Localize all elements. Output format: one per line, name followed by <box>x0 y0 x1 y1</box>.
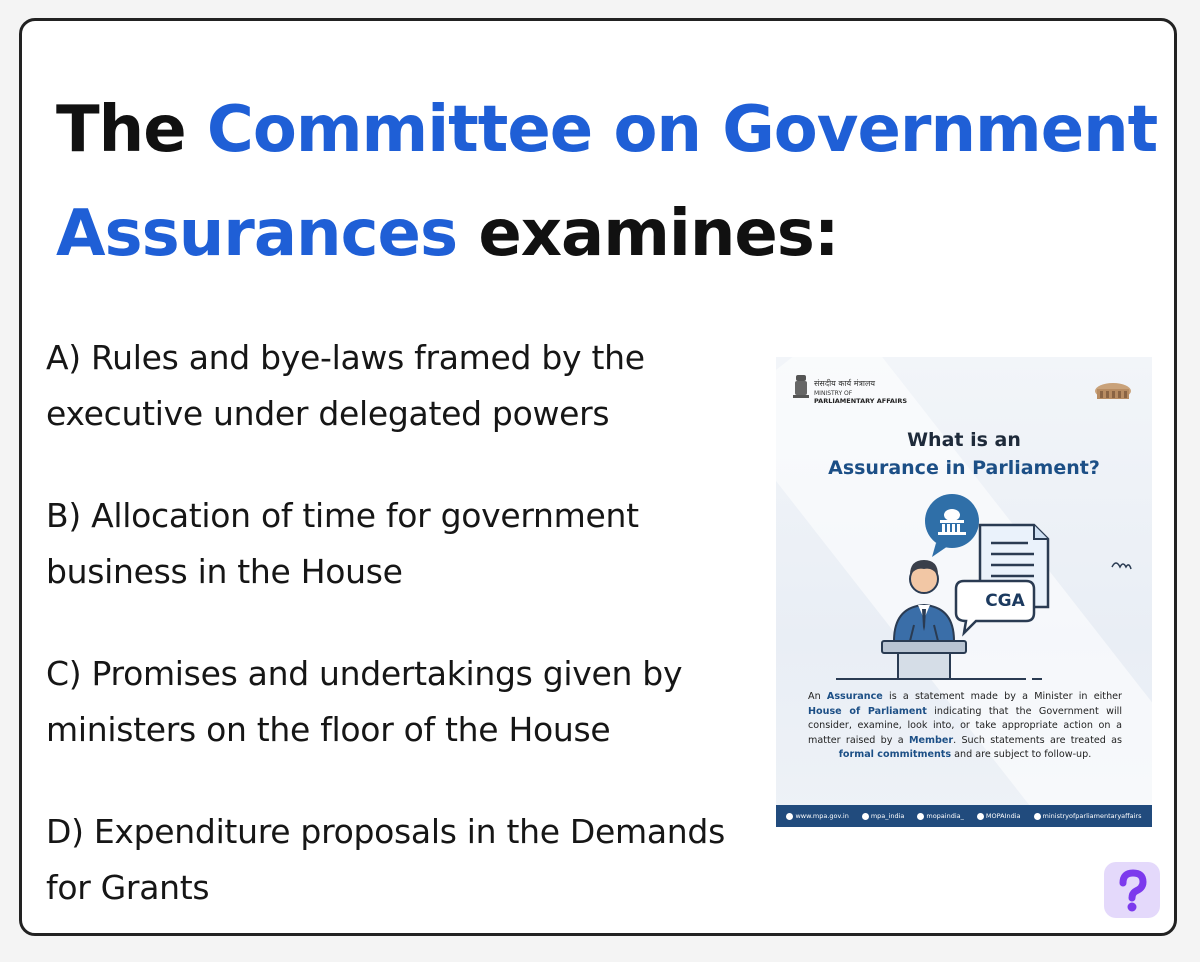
options-list <box>46 330 766 962</box>
instagram-icon <box>917 813 924 820</box>
poster-description: An Assurance is a statement made by a Minister in either House of Parliament indicating that the Government will consider, examine, look into, or take appropriate action on a matter raised by a Member. Such statements are treated as formal commitments and are subject to follow-up. <box>808 691 1123 761</box>
footer-website: www.mpa.gov.in <box>786 812 848 820</box>
option-b[interactable]: B) Allocation of time for government business in the House <box>46 496 639 591</box>
footer-x: mpa_india <box>862 812 905 820</box>
poster-heading-line1: What is an <box>907 429 1021 451</box>
title-suffix: examines: <box>457 197 839 271</box>
facebook-icon <box>977 813 984 820</box>
poster-heading-line2: Assurance in Parliament? <box>828 457 1100 479</box>
x-logo-icon <box>862 813 869 820</box>
footer-youtube: ministryofparliamentaryaffairs <box>1034 812 1142 820</box>
ministry-line1: MINISTRY OF <box>814 390 853 397</box>
hand-doodle-icon <box>1112 563 1131 569</box>
question-title <box>56 78 1166 286</box>
ministry-line2: PARLIAMENTARY AFFAIRS <box>814 397 908 405</box>
globe-icon <box>786 813 793 820</box>
option-d[interactable]: D) Expenditure proposals in the Demands for Grants <box>46 812 725 907</box>
question-mark-icon <box>1104 862 1160 918</box>
assurance-poster-image <box>776 357 1152 827</box>
youtube-icon <box>1034 813 1041 820</box>
parliament-speech-bubble-icon <box>925 494 979 557</box>
title-prefix: The <box>56 93 207 167</box>
footer-instagram: mopaindia_ <box>917 812 964 820</box>
option-a[interactable]: A) Rules and bye-laws framed by the executive under delegated powers <box>46 338 645 433</box>
title-highlight: Committee on Government Assurances <box>56 93 1158 271</box>
poster-footer <box>776 805 1152 827</box>
cga-badge-text: CGA <box>985 591 1025 611</box>
national-emblem-icon <box>793 375 809 398</box>
help-button[interactable] <box>1104 862 1160 918</box>
option-c[interactable]: C) Promises and undertakings given by ministers on the floor of the House <box>46 654 683 749</box>
ministry-hindi-text: संसदीय कार्य मंत्रालय <box>814 379 876 388</box>
parliament-building-icon <box>1095 383 1131 399</box>
footer-facebook: MOPAIndia <box>977 812 1021 820</box>
minister-figure-icon <box>894 560 954 641</box>
